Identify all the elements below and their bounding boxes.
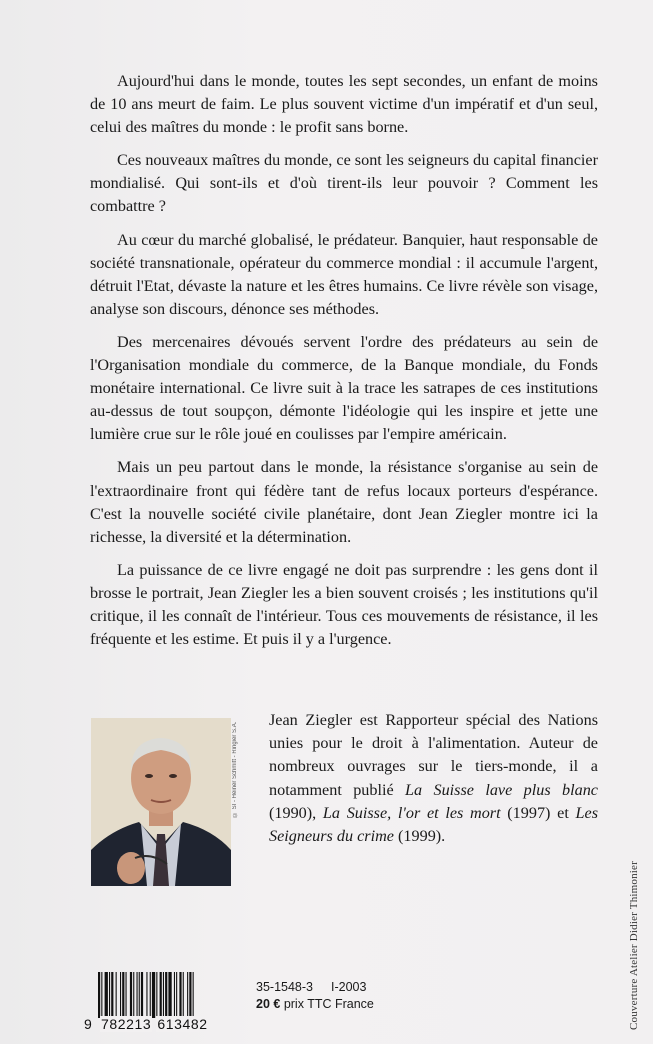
price-amount: 20 € [256, 997, 281, 1011]
barcode-bar [187, 972, 188, 1018]
paragraph: Ces nouveaux maîtres du monde, ce sont les seigneurs du capital financier mondialisé. Qui sont-ils et d'où tirent-ils leur pouvoir ? Comment les combattre ? [90, 151, 598, 216]
barcode-bar [105, 972, 108, 1018]
barcode-bar [156, 972, 157, 1018]
author-portrait-illustration [91, 718, 231, 886]
author-photo [91, 718, 231, 886]
barcode-bar [189, 972, 191, 1018]
barcode-bar [101, 972, 102, 1018]
barcode-bar [126, 972, 127, 1018]
barcode-bar [165, 972, 167, 1018]
author-bio-text [269, 709, 598, 848]
book-title: La Suisse lave plus blanc [405, 780, 598, 799]
code-row [256, 979, 416, 996]
barcode-bar [98, 972, 100, 1018]
barcode-bar [109, 972, 110, 1018]
barcode-bar [150, 972, 151, 1018]
barcode-bar [160, 972, 162, 1018]
barcode-bar [168, 972, 171, 1018]
barcode-group: 613482 [157, 1016, 208, 1032]
barcode-bar [179, 972, 181, 1018]
barcode-bar [163, 972, 164, 1018]
barcode-bar [137, 972, 138, 1018]
bio-year: (1999). [393, 827, 446, 846]
barcode-bar [122, 972, 124, 1018]
price-label: prix TTC France [280, 997, 374, 1011]
barcode-bar [139, 972, 140, 1018]
barcode-bar [141, 972, 143, 1018]
barcode-bar [111, 972, 113, 1018]
paragraph: Aujourd'hui dans le monde, toutes les sept secondes, un enfant de moins de 10 ans meurt de faim. Le plus souvent victime d'un impératif et d'un seul, celui des maîtres du monde : le profit sans borne. [90, 72, 598, 137]
barcode-bar [174, 972, 175, 1018]
bio-year: (1997) et [500, 803, 576, 822]
paragraph: Mais un peu partout dans le monde, la résistance s'organise au sein de l'extraordinaire front qui fédère tant de refus locaux porteurs d'espérance. C'est la nouvelle société civile planétaire, dont Jean Ziegler montre ici la richesse, la diversité et la détermination. [90, 458, 598, 546]
book-title: La Suisse, l'or et les mort [322, 803, 501, 822]
bio-year: (1990), [269, 803, 323, 822]
barcode-group: 782213 [101, 1016, 152, 1032]
paragraph: La puissance de ce livre engagé ne doit pas surprendre : les gens dont il brosse le portrait, Jean Ziegler les a bien souvent croisés ; les institutions qu'il critique, il les connaît de l'intérieur. Tous ces mouvements de résistance, il les fréquente et les estime. Et puis il y a l'urgence. [90, 560, 598, 649]
author-bio [269, 709, 598, 848]
publisher-codes [256, 979, 416, 1013]
barcode-bars [84, 972, 244, 1018]
barcode-bar [116, 972, 117, 1018]
barcode-bar [193, 972, 194, 1018]
barcode-bar [183, 972, 184, 1018]
bio-intro: Jean Ziegler est Rapporteur spécial des Nations unies pour le droit à l'alimentation. Auteur de nombreux ouvrages sur le tiers-monde, il a notamment publié [269, 711, 598, 799]
barcode-digits [84, 1016, 244, 1032]
barcode-bar [176, 972, 177, 1018]
barcode-bar [120, 972, 121, 1018]
barcode-lead-digit: 9 [84, 1016, 92, 1032]
barcode-bar [130, 972, 132, 1018]
paragraph: Au cœur du marché globalisé, le prédateur. Banquier, haut responsable de société transnationale, opérateur du commerce mondial : il accumule l'argent, détruit l'Etat, dévaste la nature et les êtres humains. Ce livre révèle son visage, analyse son discours, dénonce ses méthodes. [90, 230, 598, 318]
reference-number: 35-1548-3 [256, 980, 313, 994]
paragraph: Des mercenaires dévoués servent l'ordre des prédateurs au sein de l'Organisation mondiale du commerce, de la Banque mondiale, du Fonds monétaire international. Ce livre suit à la trace les satrapes de ces institutions au-dessus de tout soupçon, démonte l'idéologie qui les inspire et jette une lumière crue sur le rôle joué en coulisses par l'empire américain. [90, 332, 598, 444]
barcode-bar [152, 972, 155, 1018]
photo-credit: © SI - Heiner Schmitt - Ringier S.A. [232, 722, 238, 818]
edition-code: I-2003 [331, 980, 367, 994]
barcode-bar [146, 972, 147, 1018]
synopsis [90, 70, 598, 661]
book-title: Les Seigneurs du crime [269, 803, 599, 846]
price-row [256, 996, 416, 1013]
cover-design-credit: Couverture Atelier Didier Thimonier [628, 860, 640, 1030]
barcode-bar [133, 972, 134, 1018]
